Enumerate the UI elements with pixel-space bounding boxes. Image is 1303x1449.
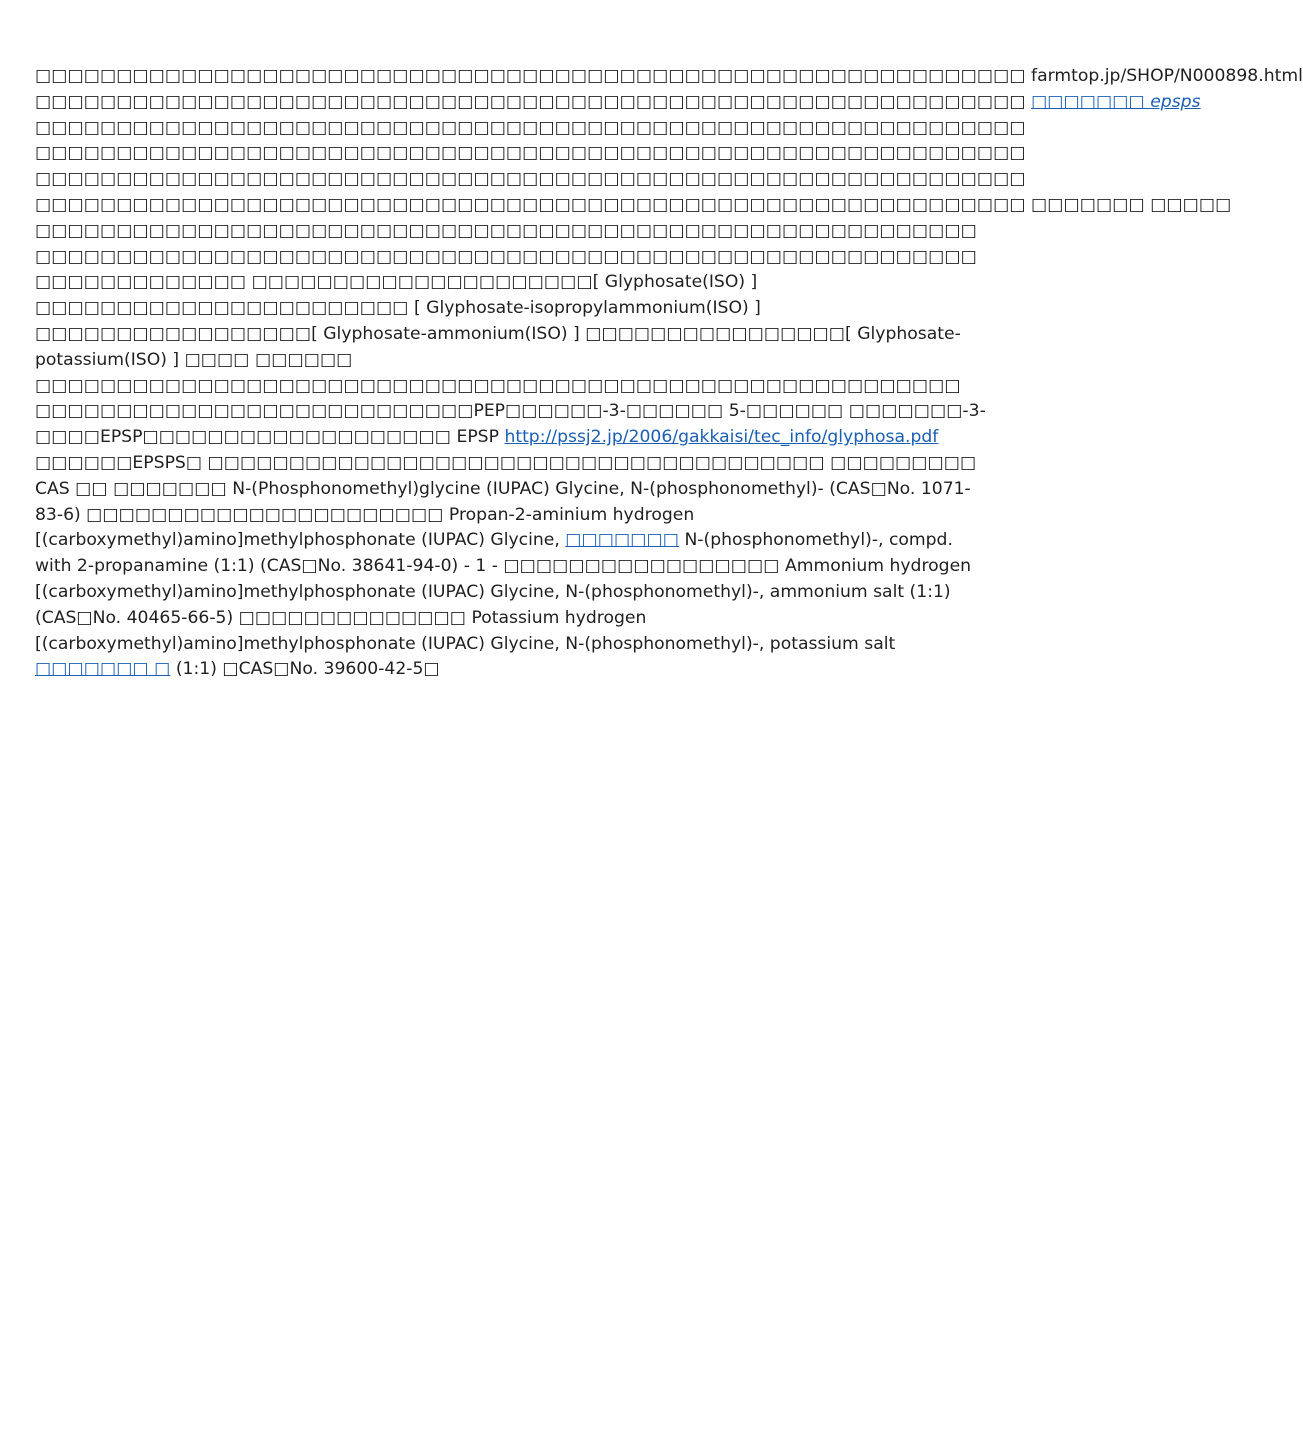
- text-run: □□□□□□EPSPS□ □□□□□□□□□□□□□□□□□□□□□□□□□□□□□□□□□□□□□□ □□□□□□□□□ CAS □□ □□□□□□□ N-(Phosphonomethyl)glycine (IUPAC) Glycine, N-(phosphonomethyl)- (CAS□No. 1071-83-6) □□□□□□□□□□□□□□□□□□□□□□ Propan-2-aminium hydrogen [(carboxymethyl)amino]methylphosphonate (IUPAC) Glycine,: [35, 452, 977, 551]
- text-paragraph: [35, 219, 990, 683]
- link-text-italic: epsps: [1150, 91, 1201, 112]
- epsps-link[interactable]: [1031, 92, 1200, 112]
- text-line: [35, 64, 1303, 90]
- glyphosa-pdf-link[interactable]: http://pssj2.jp/2006/gakkaisi/tec_info/glyphosa.pdf: [504, 427, 939, 448]
- text-line: [35, 167, 1026, 193]
- link-text: □□□□□□□: [1031, 91, 1151, 112]
- text-run: □□□□□□□□□□□□□□□□□□□□□□□□□□□□□□□□□□□□□□□□□□□□□□□□□□□□□□□□□□ □□□□□□□□□□□□□□□□□□□□□□□□□□□□□□□□□□□□□□□□□□□□□□□□□□□□□□□□□□□□□□□□□□□□□□□ □□□□□□□□□□□□□□□□□□□□□[ Glyphosate(ISO) ] □□□□□□□□□□□□□□□□□□□□□□□ [ Glyphosate-isopropylammonium(ISO) ] □□□□□□□□□□□□□□□□□[ Glyphosate-ammonium(ISO) ] □□□□□□□□□□□□□□□□[ Glyphosate-potassium(ISO) ] □□□□ □□□□□□ □□□□□□□□□□□□□□□□□□□□□□□□□□□□□□□□□□□□□□□□□□□□□□□□□□□□□□□□□ □□□□□□□□□□□□□□□□□□□□□□□□□□□PEP□□□□□□-3-□□□□□□ 5-□□□□□□ □□□□□□□-3-□□□□EPSP□□□□□□□□□□□□□□□□□□□ EPSP: [35, 220, 986, 448]
- text-line: [35, 116, 1026, 142]
- text-run: □□□□□□□□□□□□□□□□□□□□□□□□□□□□□□□□□□□□□□□□□□□□□□□□□□□□□□□□□□□□□: [35, 169, 1026, 190]
- text-line: [35, 90, 1201, 116]
- text-run: □□□□□□□□□□□□□□□□□□□□□□□□□□□□□□□□□□□□□□□□□□□□□□□□□□□□□□□□□□□□□: [35, 91, 1032, 112]
- text-run: N-(phosphonomethyl)-, compd. with 2-propanamine (1:1) (CAS□No. 38641-94-0) - 1 - □□□□□□□□□□□□□□□□□ Ammonium hydrogen [(carboxymethyl)amino]methylphosphonate (IUPAC) Glycine, N-(phosphonomethyl)-, ammonium salt (1:1) (CAS□No. 40465-66-5) □□□□□□□□□□□□□□ Potassium hydrogen [(carboxymethyl)amino]methylphosphonate (IUPAC) Glycine, N-(phosphonomethyl)-, potassium salt: [35, 530, 972, 654]
- text-run: □□□□□□□□□□□□□□□□□□□□□□□□□□□□□□□□□□□□□□□□□□□□□□□□□□□□□□□□□□□□□: [35, 117, 1026, 138]
- text-run: (1:1) □CAS□No. 39600-42-5□: [170, 659, 440, 680]
- inline-link-2[interactable]: □□□□□□□ □: [35, 659, 171, 680]
- text-line: [35, 141, 1026, 167]
- text-run: □□□□□□□□□□□□□□□□□□□□□□□□□□□□□□□□□□□□□□□□□□□□□□□□□□□□□□□□□□□□□: [35, 143, 1026, 164]
- inline-link[interactable]: □□□□□□□: [565, 530, 679, 551]
- text-run: □□□□□□□□□□□□□□□□□□□□□□□□□□□□□□□□□□□□□□□□□□□□□□□□□□□□□□□□□□□□□ farmtop.jp/SHOP/N000898.html: [35, 66, 1303, 86]
- text-run: □□□□□□□□□□□□□□□□□□□□□□□□□□□□□□□□□□□□□□□□□□□□□□□□□□□□□□□□□□□□□ □□□□□□□ □□□□□: [35, 194, 1232, 215]
- document-body: [35, 64, 1303, 683]
- text-line: [35, 193, 1232, 219]
